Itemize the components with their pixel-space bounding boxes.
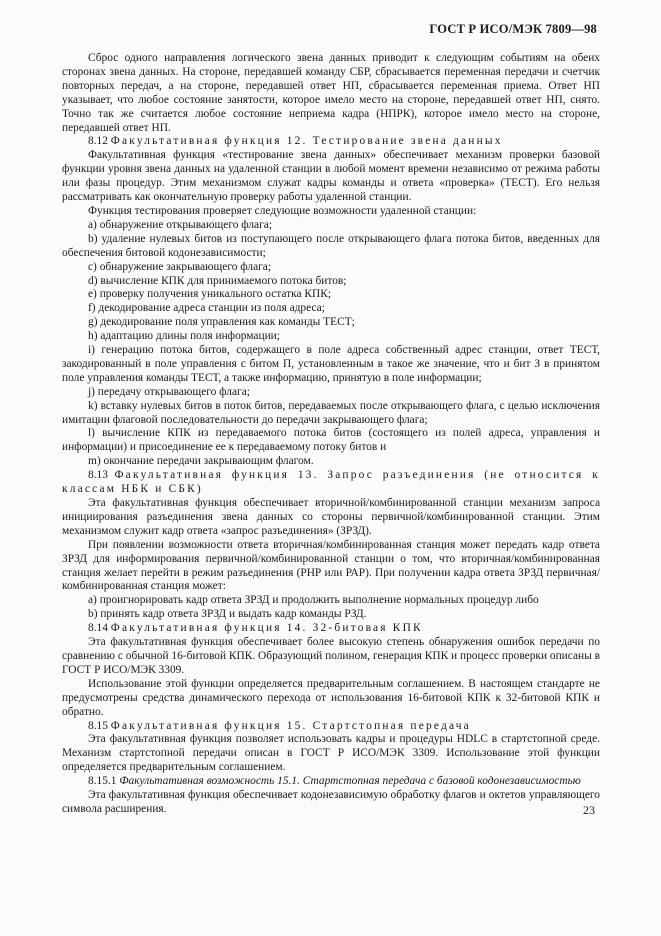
paragraph: Эта факультативная функция обеспечивает более высокую степень обнаружения ошибок передачи по сравнению с обычной 16-битовой КПК. Образующий полином, генерация КПК и процесс проверки описаны в ГОСТ Р ИСО/МЭК 3309. — [62, 636, 600, 676]
list-item: b) принять кадр ответа ЗРЗД и выдать кадр команды РЗД. — [88, 608, 367, 621]
paragraph: Использование этой функции определяется предварительным соглашением. В настоящем стандарте не предусмотрены средства динамического перехода от использования 16-битовой КПК к 32-битовой КПК и обратно. — [62, 677, 600, 718]
section-heading-8-12 — [62, 135, 600, 149]
paragraph: Сброс одного направления логического звена данных приводит к следующим событиям на обеих сторонах звена данных. На стороне, передавшей команду СБР, сбрасывается переменная передачи и счетчик повторных передач, а на стороне, передавшей ответ НП, сбрасывается переменная приема. Ответ НП указывает, что любое состояние занятости, которое имело место на стороне, передавшей ответ НП, снято. Точно так же считается любое состояние неприема кадра (НПРК), которое имело место на стороне, передавшей ответ НП. — [62, 52, 600, 134]
list-item: b) удаление нулевых битов из поступающего после открывающего флага потока битов, введенных для обеспечения битовой кодонезависимости; — [62, 232, 600, 259]
list-item: a) проигнорировать кадр ответа ЗРЗД и продолжить выполнение нормальных процедур либо — [88, 594, 539, 607]
list-item: l) вычисление КПК из передаваемого потока битов (состоящего из полей адреса, управления и информации) и присоединение ее к передаваемому потоку битов и — [62, 427, 600, 454]
list-item: m) окончание передачи закрывающим флагом. — [88, 455, 314, 468]
paragraph: Эта факультативная функция обеспечивает вторичной/комбинированной станции механизм запроса инициирования разъединения звена данных со стороны первичной/комбинированной станции. Этим механизмом служит кадр ответа «запрос разъединения» (ЗРЗД). — [62, 497, 600, 537]
list-item: g) декодирование поля управления как команды ТЕСТ; — [88, 316, 355, 329]
section-number: 8.15 — [88, 719, 108, 732]
section-number: 8.13 — [88, 469, 108, 482]
section-number: 8.12 — [88, 135, 108, 148]
section-number: 8.15.1 — [88, 775, 117, 788]
list-item: h) адаптацию длины поля информации; — [88, 330, 280, 343]
list-item: k) вставку нулевых битов в поток битов, передаваемых после открывающего флага, с целью исключения имитации флаговой последовательности до передачи закрывающего флага; — [62, 399, 600, 426]
paragraph: Функция тестирования проверяет следующие возможности удаленной станции: — [88, 204, 477, 217]
section-heading-8-13 — [62, 469, 600, 497]
paragraph: Факультативная функция «тестирование звена данных» обеспечивает механизм проверки базовой функции уровня звена данных на удаленной станции в любой момент времени независимо от режима работы или фазы процедур. Этим механизмом служат кадры команды и ответа «проверка» (ТЕСТ). Его нельзя рассматривать как окончательную проверку работы удаленной станции. — [62, 149, 600, 204]
section-number: 8.14 — [88, 622, 108, 635]
paragraph: Эта факультативная функция обеспечивает кодонезависимую обработку флагов и октетов управляющего символа расширения. — [62, 789, 600, 815]
list-item: i) генерацию потока битов, содержащего в поле адреса собственный адрес станции, ответ ТЕСТ, закодированный в поле управления с битом П, установленным в такое же значение, что и бит З в принятом поле управления команды ТЕСТ, а также информацию, принятую в поле информации; — [62, 344, 600, 384]
section-title: Факультативная функция 14. 32-битовая КПК — [110, 622, 423, 635]
list-item: j) передачу открывающего флага; — [88, 385, 250, 398]
paragraph: При появлении возможности ответа вторичная/комбинированная станция может передать кадр ответа ЗРЗД для информирования первичной/комбинированной станции о том, что вторичная/комбинированная станция желает перейти в режим разъединения (РНР или РАР). При получении кадра ответа ЗРЗД первичная/комбинированная станция может: — [62, 538, 600, 593]
page-number: 23 — [583, 803, 595, 817]
list-item: f) декодирование адреса станции из поля адреса; — [88, 302, 325, 315]
paragraph: Эта факультативная функция позволяет использовать кадры и процедуры HDLC в стартстопной среде. Механизм стартстопной передачи описан в ГОСТ Р ИСО/МЭК 3309. Использование этой функции определяется предварительным соглашением. — [62, 733, 600, 774]
page-body — [62, 52, 600, 817]
list-item: c) обнаружение закрывающего флага; — [88, 260, 272, 273]
section-title: Факультативная возможность 15.1. Стартстопная передача с базовой кодонезависимостью — [119, 775, 581, 788]
section-title: Факультативная функция 13. Запрос разъединения (не относится к классам НБК и СБК) — [62, 469, 600, 496]
page-header: ГОСТ Р ИСО/МЭК 7809—98 — [429, 22, 597, 36]
section-title: Факультативная функция 12. Тестирование звена данных — [110, 135, 503, 148]
list-item: d) вычисление КПК для принимаемого потока битов; — [88, 274, 347, 287]
list-item: e) проверку получения уникального остатка КПК; — [88, 288, 331, 301]
section-title: Факультативная функция 15. Стартстопная передача — [110, 719, 471, 732]
list-item: a) обнаружение открывающего флага; — [88, 218, 272, 231]
section-heading-8-14 — [62, 622, 600, 636]
section-heading-8-15-1 — [62, 775, 600, 789]
section-heading-8-15 — [62, 720, 600, 734]
